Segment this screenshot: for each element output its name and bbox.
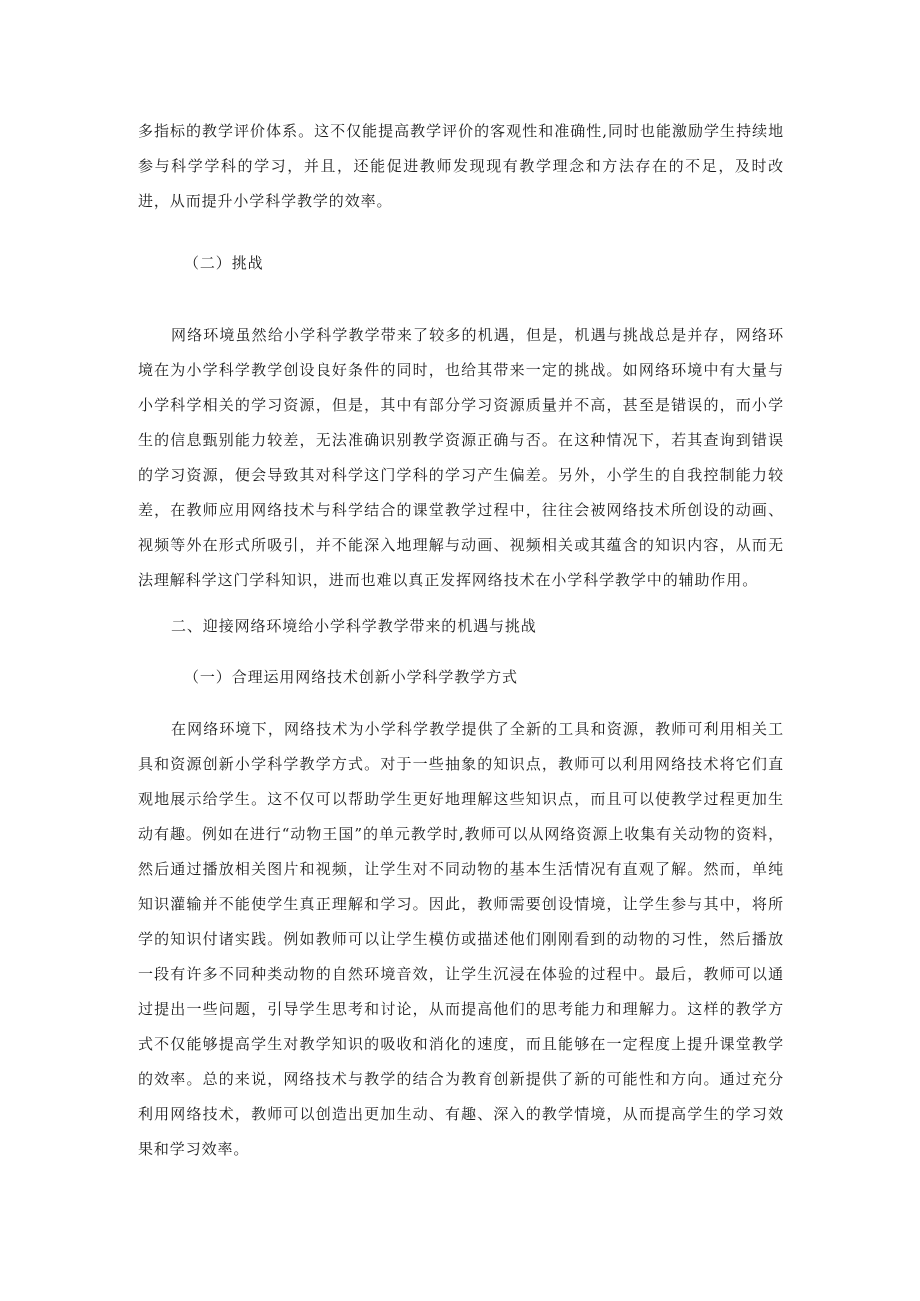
heading-challenge: （二）挑战 (184, 254, 264, 272)
paragraph-challenge: 网络环境虽然给小学科学教学带来了较多的机遇，但是，机遇与挑战总是并存，网络环境在为小学科学教学创设良好条件的同时，也给其带来一定的挑战。如网络环境中有大量与小学科学相关的学习资源，但是，其中有部分学习资源质量并不高，甚至是错误的，而小学生的信息甄别能力较差，无法准确识别教学资源正确与否。在这种情况下，若其查询到错误的学习资源，便会导致其对科学这门学科的学习产生偏差。另外，小学生的自我控制能力较差，在教师应用网络技术与科学结合的课堂教学过程中，往往会被网络技术所创设的动画、视频等外在形式所吸引，并不能深入地理解与动画、视频相关或其蕴含的知识内容，从而无法理解科学这门学科知识，进而也难以真正发挥网络技术在小学科学教学中的辅助作用。 (138, 326, 784, 589)
paragraph-teaching-method: 在网络环境下，网络技术为小学科学教学提供了全新的工具和资源，教师可利用相关工具和资源创新小学科学教学方式。对于一些抽象的知识点，教师可以利用网络技术将它们直观地展示给学生。这不仅可以帮助学生更好地理解这些知识点，而且可以使教学过程更加生动有趣。例如在进行“动物王国”的单元教学时,教师可以从网络资源上收集有关动物的资料，然后通过播放相关图片和视频，让学生对不同动物的基本生活情况有直观了解。然而，单纯知识灌输并不能使学生真正理解和学习。因此，教师需要创设情境，让学生参与其中，将所学的知识付诸实践。例如教师可以让学生模仿或描述他们刚刚看到的动物的习性，然后播放一段有许多不同种类动物的自然环境音效，让学生沉浸在体验的过程中。最后，教师可以通过提出一些问题，引导学生思考和讨论，从而提高他们的思考能力和理解力。这样的教学方式不仅能够提高学生对教学知识的吸收和消化的速度，而且能够在一定程度上提升课堂教学的效率。总的来说，网络技术与教学的结合为教育创新提供了新的可能性和方向。通过充分利用网络技术，教师可以创造出更加生动、有趣、深入的教学情境，从而提高学生的学习效果和学习效率。 (138, 720, 784, 1158)
heading-subsection-one: （一）合理运用网络技术创新小学科学教学方式 (184, 668, 518, 686)
heading-section-two: 二、迎接网络环境给小学科学教学带来的机遇与挑战 (171, 617, 537, 635)
paragraph-evaluation-continued: 多指标的教学评价体系。这不仅能提高教学评价的客观性和准确性,同时也能激励学生持续地参与科学学科的学习，并且，还能促进教师发现现有教学理念和方法存在的不足，及时改进，从而提升小学科学教学的效率。 (138, 122, 784, 210)
